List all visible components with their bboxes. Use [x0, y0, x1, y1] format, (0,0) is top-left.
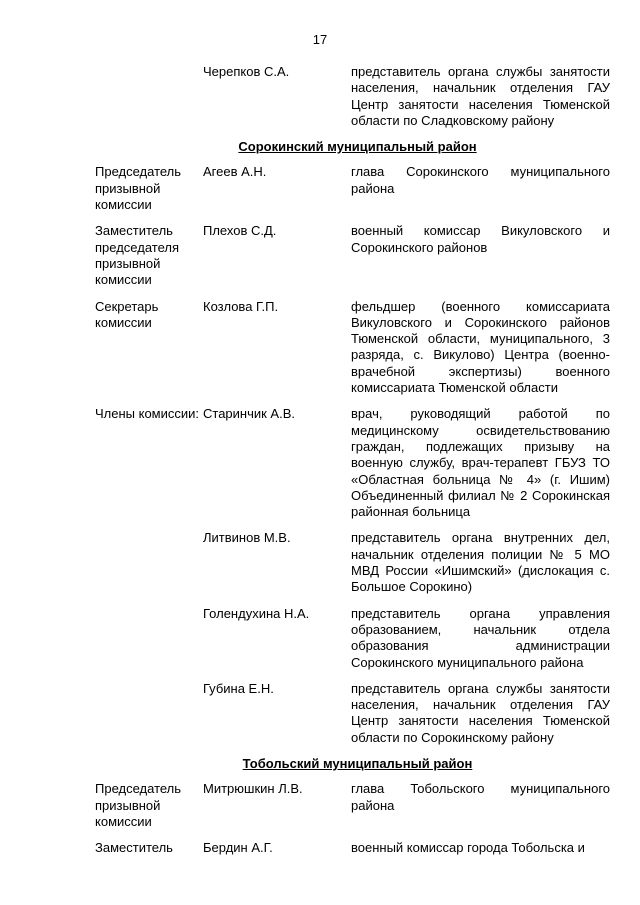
member-row [95, 299, 610, 397]
member-description: представитель органа службы занятости населения, начальник отделения ГАУ Центр занятости населения Тюменской области по Сорокинскому району [351, 680, 610, 745]
commission-list [95, 64, 610, 856]
member-row [95, 781, 610, 830]
member-description: глава Тобольского муниципального района [351, 781, 610, 813]
member-name: Бердин А.Г. [203, 840, 273, 856]
section-title: Тобольский муниципальный район [242, 755, 473, 771]
member-row [95, 64, 610, 129]
member-role [95, 530, 203, 595]
member-description: глава Сорокинского муниципального района [351, 164, 610, 196]
member-role: Заместитель [95, 840, 173, 856]
member-name: Старинчик А.В. [203, 406, 295, 422]
member-role [95, 681, 203, 746]
member-row [95, 840, 610, 856]
member-row [95, 406, 610, 520]
member-role: Заместитель председателя призывной комиссии [95, 223, 180, 288]
member-description: представитель органа службы занятости населения, начальник отделения ГАУ Центр занятости населения Тюменской области по Сладковскому району [351, 64, 610, 128]
page-number: 17 [312, 32, 328, 47]
member-row [95, 530, 610, 595]
member-row [95, 164, 610, 213]
member-role: Председатель призывной комиссии [95, 781, 182, 829]
member-role [95, 64, 203, 129]
member-name: Литвинов М.В. [203, 530, 291, 546]
member-name: Плехов С.Д. [203, 223, 277, 239]
member-description: фельдшер (военного комиссариата Викуловского и Сорокинского районов Тюменской области, муниципального, 3 разряда, с. Викулово) Центра (военно-врачебной экспертизы) военного комиссариата Тюменской области [351, 298, 610, 396]
member-row [95, 681, 610, 746]
member-name: Агеев А.Н. [203, 164, 267, 180]
member-role: Члены комиссии: [95, 406, 200, 422]
member-description: врач, руководящий работой по медицинскому освидетельствованию граждан, подлежащих призыву на военную службу, врач-терапевт ГБУЗ ТО «Областная больница № 4» (г. Ишим) Объединенный филиал № 2 Сорокинская районная больница [351, 406, 610, 520]
member-name: Губина Е.Н. [203, 680, 274, 696]
member-name: Голендухина Н.А. [203, 605, 310, 621]
member-description: военный комиссар Викуловского и Сорокинского районов [351, 223, 610, 255]
member-role: Секретарь комиссии [95, 298, 159, 330]
member-name: Митрюшкин Л.В. [203, 781, 303, 797]
section-title: Сорокинский муниципальный район [238, 139, 477, 155]
member-description: представитель органа внутренних дел, начальник отделения полиции № 5 МО МВД России «Ишимский» (дислокация с. Большое Сорокино) [351, 530, 610, 595]
member-row [95, 223, 610, 288]
member-row [95, 606, 610, 671]
member-name: Козлова Г.П. [203, 298, 279, 314]
member-description: представитель органа управления образованием, начальник отдела образования администрации Сорокинского муниципального района [351, 605, 610, 670]
member-description: военный комиссар города Тобольска и [351, 840, 585, 856]
member-role: Председатель призывной комиссии [95, 164, 182, 213]
member-role [95, 606, 203, 671]
member-name: Черепков С.А. [203, 64, 290, 79]
